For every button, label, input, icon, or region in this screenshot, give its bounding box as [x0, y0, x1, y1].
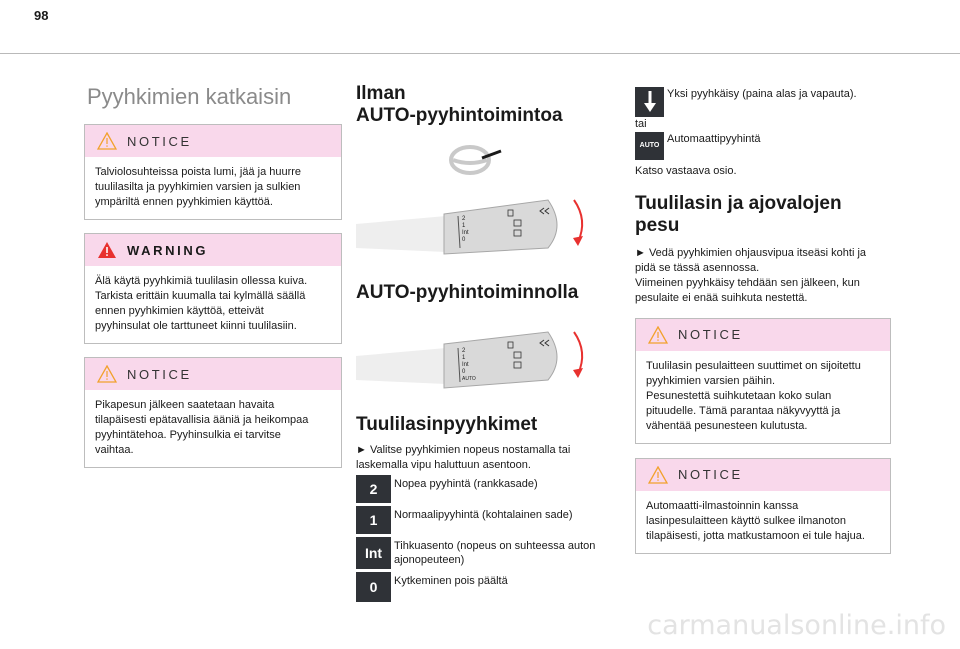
heading-wash: Tuulilasin ja ajovalojen pesu — [635, 193, 842, 237]
notice-box-air-intake: NOTICE Automaatti-ilmastoinnin kanssa lasinpesulaitteen käyttö sulkee ilmanoton tilapäisesti, jotta matkustamoon ei tule hajua. — [635, 458, 891, 554]
arrow-down-icon — [635, 87, 664, 117]
warning-box-dry-glass — [84, 233, 342, 344]
code-row-fast: 2 Nopea pyyhintä (rankkasade) — [356, 475, 606, 503]
notice-text-line: pyyhintätehoa. Pyyhinsulkia ei tarvitse — [95, 429, 281, 441]
notice-warning-triangle-icon — [97, 365, 117, 383]
wiper-stalk-illustration-manual — [356, 186, 606, 268]
warning-text-line: ennen pyyhkimien käyttöä, etteivät — [95, 305, 264, 317]
heading-with-auto: AUTO-pyyhintoiminnolla — [356, 281, 579, 303]
wiper-stalk-icon — [356, 186, 606, 268]
stalk-label-auto: AUTO — [462, 376, 476, 383]
notice-warning-triangle-icon — [648, 466, 668, 484]
speed-1-icon: 1 — [356, 506, 391, 534]
notice-text-line: Pikapesun jälkeen saatetaan havaita — [95, 399, 275, 411]
speed-2-icon: 2 — [356, 475, 391, 503]
code-row-normal: 1 Normaalipyyhintä (kohtalainen sade) — [356, 506, 606, 534]
notice-text-line: Talviolosuhteissa poista lumi, jää ja huurre — [95, 166, 302, 178]
column-wash — [635, 87, 891, 567]
warning-triangle-icon — [97, 241, 117, 259]
header-divider — [0, 53, 960, 54]
code-row-off: 0 Kytkeminen pois päältä — [356, 572, 606, 602]
warning-title: WARNING — [127, 242, 209, 258]
stalk-label-0: 0 — [462, 369, 466, 376]
column-wiper-modes — [356, 76, 606, 602]
notice-title: NOTICE — [127, 133, 192, 149]
notice-warning-triangle-icon — [97, 132, 117, 150]
stalk-label-2: 2 — [462, 215, 466, 222]
or-text: tai — [635, 118, 647, 130]
stalk-label-1: 1 — [462, 355, 466, 362]
code-row-auto: AUTO Automaattipyyhintä — [635, 132, 891, 160]
watermark: carmanualsonline.info — [647, 610, 946, 641]
see-section: Katso vastaava osio. — [635, 165, 737, 177]
wash-instructions: ► Vedä pyyhkimien ohjausvipua itseäsi kohti ja pidä se tässä asennossa. Viimeinen pyyhkäisy tehdään sen jälkeen, kun pesulaite ei enää suihkuta nestettä. — [635, 246, 867, 304]
steering-wheel-icon — [446, 142, 506, 178]
notice-text-line: ympäriltä ennen pyyhkimien käyttöä. — [95, 196, 273, 208]
warning-text-line: Älä käytä pyyhkimiä tuulilasin ollessa kuiva. — [95, 275, 308, 287]
warning-text-line: pyyhinsulat ole tarttuneet kiinni tuulilasiin. — [95, 320, 297, 332]
intermittent-icon: Int — [356, 537, 391, 569]
heading-windscreen-wipers: Tuulilasinpyyhkimet — [356, 414, 538, 436]
code-row-single-wipe: Yksi pyyhkäisy (paina alas ja vapauta). — [635, 87, 891, 117]
notice-box-winter — [84, 124, 342, 220]
stalk-label-2: 2 — [462, 348, 466, 355]
stalk-label-1: 1 — [462, 222, 466, 229]
notice-box-quick-wash — [84, 357, 342, 468]
section-title: Pyyhkimien katkaisin — [87, 84, 292, 109]
notice-text-line: tuulilasilta ja pyyhkimien varsien ja sulkien — [95, 181, 301, 193]
notice-title: NOTICE — [127, 366, 192, 382]
notice-warning-triangle-icon — [648, 326, 668, 344]
notice-text-line: vaihtaa. — [95, 444, 134, 456]
notice-title: NOTICE — [678, 467, 743, 483]
notice-text-line: tilapäisesti epätavallisia ääniä ja heikompaa — [95, 414, 309, 426]
wiper-stalk-auto-icon — [356, 318, 606, 400]
column-wiper-switch — [84, 76, 342, 481]
code-row-intermittent: Int Tihkuasento (nopeus on suhteessa auton ajonopeuteen) — [356, 537, 606, 569]
speed-0-icon: 0 — [356, 572, 391, 602]
notice-box-nozzles: NOTICE Tuulilasin pesulaitteen suuttimet on sijoitettu pyyhkimien varsien päihin. Pesunestettä suihkutetaan koko sulan pituudelle. Tämä parantaa näkyvyyttä ja vähentää pesunesteen kulutusta. — [635, 318, 891, 444]
wiper-intro: ► Valitse pyyhkimien nopeus nostamalla tai laskemalla vipu haluttuun asentoon. — [356, 443, 571, 471]
warning-text-line: Tarkista erittäin kuumalla tai kylmällä säällä — [95, 290, 306, 302]
stalk-label-int: Int — [462, 362, 469, 369]
stalk-label-0: 0 — [462, 236, 466, 243]
page-number: 98 — [34, 8, 49, 23]
notice-title: NOTICE — [678, 327, 743, 343]
stalk-label-int: Int — [462, 229, 469, 236]
heading-without-auto: Ilman AUTO-pyyhintoimintoa — [356, 83, 563, 127]
auto-wipe-icon: AUTO — [635, 132, 664, 160]
wiper-stalk-illustration-auto — [356, 318, 606, 400]
